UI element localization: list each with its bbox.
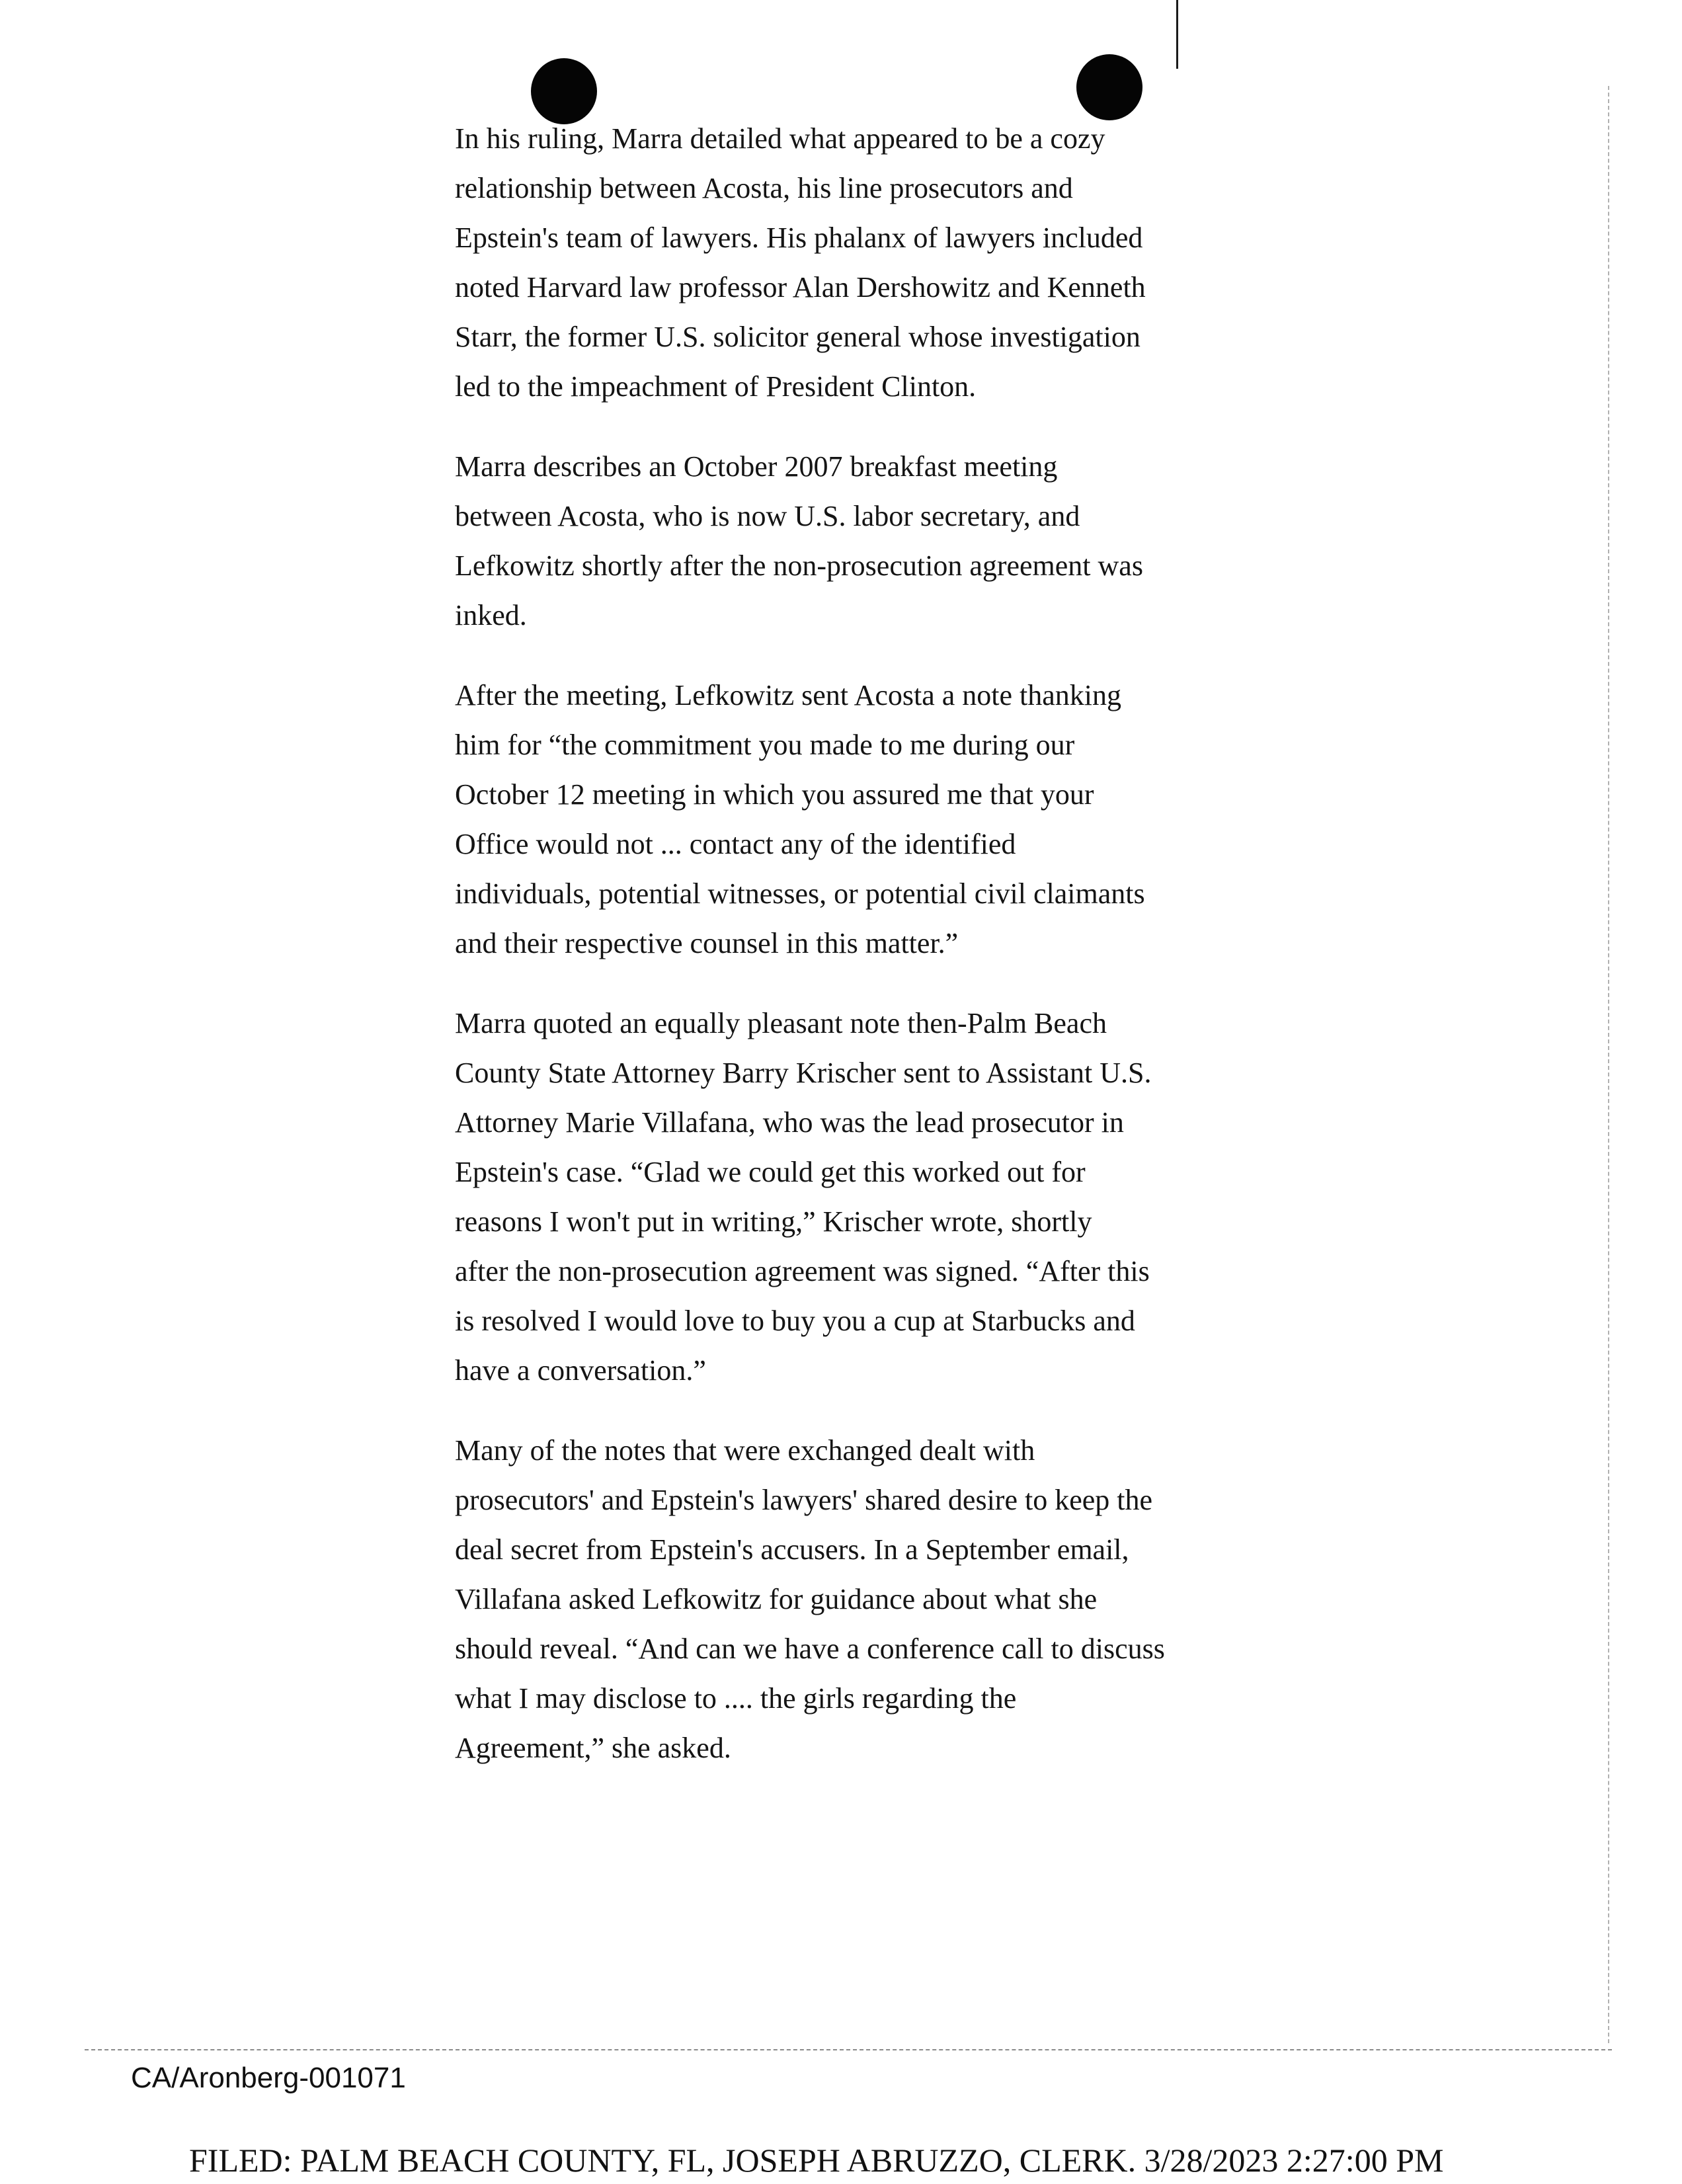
paragraph-breakfast-meeting: Marra describes an October 2007 breakfast meeting between Acosta, who is now U.S. labor secretary, and Lefkowitz shortly after the non-prosecution agreement was inked. <box>455 450 1143 631</box>
scan-right-edge <box>1608 86 1609 2043</box>
scan-edge-mark <box>1176 0 1178 69</box>
punch-hole-right <box>1076 54 1142 120</box>
paragraph-krischer-note: Marra quoted an equally pleasant note then-Palm Beach County State Attorney Barry Krischer sent to Assistant U.S. Attorney Marie Villafana, who was the lead prosecutor in Epstein's case. “Glad we could get this worked out for reasons I won't put in writing,” Krischer wrote, shortly after the non-prosecution agreement was signed. “After this is resolved I would love to buy you a cup at Starbucks and have a conversation.” <box>455 1007 1152 1387</box>
paragraph-ruling: In his ruling, Marra detailed what appeared to be a cozy relationship between Acosta, his line prosecutors and Epstein's team of lawyers. His phalanx of lawyers included noted Harvard law professor Alan Dershowitz and Kenneth Starr, the former U.S. solicitor general whose investigation led to the impeachment of President Clinton. <box>455 122 1146 403</box>
scan-bottom-line <box>85 2049 1612 2050</box>
filed-stamp: FILED: PALM BEACH COUNTY, FL, JOSEPH ABRUZZO, CLERK. 3/28/2023 2:27:00 PM <box>189 2142 1444 2179</box>
bates-number: CA/Aronberg-001071 <box>131 2062 406 2094</box>
paragraph-lefkowitz-note: After the meeting, Lefkowitz sent Acosta a note thanking him for “the commitment you made to me during our October 12 meeting in which you assured me that your Office would not ... contact any of the identified individuals, potential witnesses, or potential civil claimants and their respective counsel in this matter.” <box>455 679 1145 959</box>
paragraph-secret-deal: Many of the notes that were exchanged dealt with prosecutors' and Epstein's lawyers' shared desire to keep the deal secret from Epstein's accusers. In a September email, Villafana asked Lefkowitz for guidance about what she should reveal. “And can we have a conference call to discuss what I may disclose to .... the girls regarding the Agreement,” she asked. <box>455 1434 1165 1764</box>
article-body <box>455 114 1248 1803</box>
